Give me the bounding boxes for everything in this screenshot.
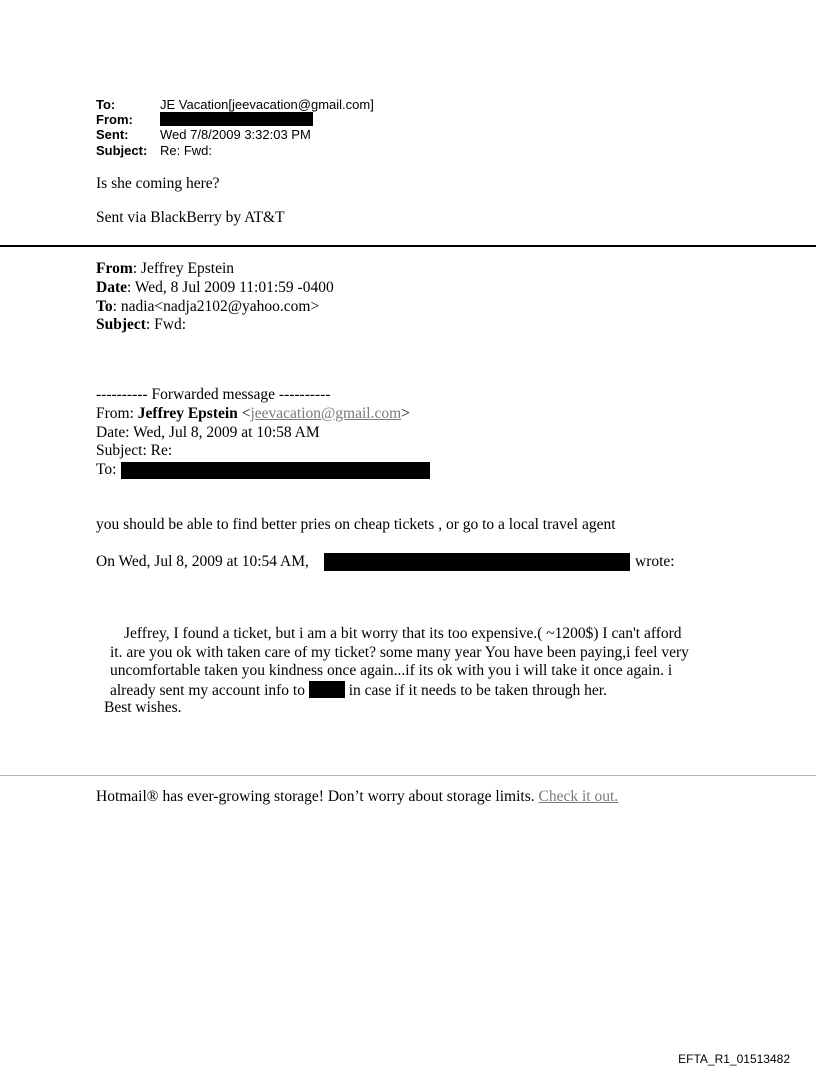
header-sent-value: Wed 7/8/2009 3:32:03 PM (160, 127, 311, 142)
forwarded-from-open: < (237, 405, 251, 422)
original-to-value: : nadia<nadja2102@yahoo.com> (112, 298, 320, 315)
original-subject-value: : Fwd: (145, 316, 187, 333)
forwarded-from-name: Jeffrey Epstein (137, 405, 238, 422)
quoted-line-4 (110, 681, 730, 701)
header-to-label: To: (96, 97, 116, 112)
hotmail-check-link[interactable]: Check it out. (538, 788, 619, 805)
quoted-line-4a: already sent my account info to (110, 682, 305, 699)
forwarded-from-close: > (401, 405, 410, 422)
quoted-line-3: uncomfortable taken you kindness once again...if its ok with you i will take it once again. i (110, 662, 673, 679)
quoted-line-2: it. are you ok with taken care of my ticket? some many year You have been paying,i feel very (110, 644, 689, 661)
original-from-value: : Jeffrey Epstein (132, 260, 235, 277)
redaction-box (121, 462, 430, 479)
reply-body: Is she coming here? (96, 175, 220, 192)
hotmail-ad-text: Hotmail® has ever-growing storage! Don’t worry about storage limits. (96, 788, 535, 805)
header-sent-label: Sent: (96, 127, 129, 142)
original-date-value: : Wed, 8 Jul 2009 11:01:59 -0400 (127, 279, 334, 296)
redaction-box (160, 112, 313, 126)
header-subject-row (96, 143, 212, 159)
hotmail-ad (96, 787, 618, 806)
header-subject-value: Re: Fwd: (160, 143, 213, 158)
header-to-value: JE Vacation[jeevacation@gmail.com] (160, 97, 374, 112)
quote-wrote: wrote: (635, 553, 675, 570)
redaction-box (309, 681, 345, 698)
original-date (96, 278, 334, 297)
forwarded-from (96, 404, 410, 423)
quoted-line-1: Jeffrey, I found a ticket, but i am a bit worry that its too expensive.( ~1200$) I can't afford (124, 625, 682, 642)
header-to-row (96, 97, 374, 113)
forwarded-date: Date: Wed, Jul 8, 2009 at 10:58 AM (96, 424, 320, 441)
forwarded-subject: Subject: Re: (96, 442, 173, 459)
original-from (96, 259, 234, 278)
document-id: EFTA_R1_01513482 (678, 1052, 790, 1066)
original-to-label: To (96, 298, 113, 315)
forwarded-message: you should be able to find better pries on cheap tickets , or go to a local travel agent (96, 516, 616, 533)
forwarded-to-label: To: (96, 461, 117, 478)
forwarded-from-prefix: From: (96, 405, 138, 422)
original-subject (96, 315, 186, 334)
forwarded-separator: ---------- Forwarded message ---------- (96, 386, 331, 403)
forwarded-from-email-link[interactable]: jeevacation@gmail.com (250, 405, 402, 422)
original-date-label: Date (96, 279, 127, 296)
redaction-box (324, 553, 630, 571)
reply-signature: Sent via BlackBerry by AT&T (96, 209, 285, 226)
original-to (96, 297, 319, 316)
quote-intro: On Wed, Jul 8, 2009 at 10:54 AM, (96, 553, 309, 570)
header-from-row (96, 112, 313, 128)
separator-line (0, 245, 816, 247)
forwarded-to (96, 460, 116, 479)
header-sent-row (96, 127, 311, 143)
footer-separator (0, 775, 816, 776)
quoted-line-4b: in case if it needs to be taken through her. (348, 682, 607, 699)
original-subject-label: Subject (96, 316, 146, 333)
header-from-label: From: (96, 112, 133, 127)
header-subject-label: Subject: (96, 143, 148, 158)
original-from-label: From (96, 260, 133, 277)
quoted-line-5: Best wishes. (104, 699, 182, 716)
